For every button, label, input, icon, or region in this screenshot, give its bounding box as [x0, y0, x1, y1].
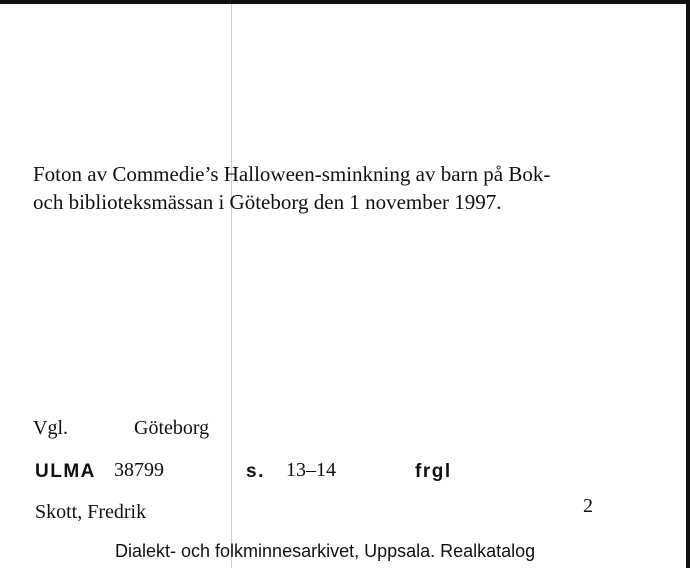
category-code: frgl	[415, 461, 452, 482]
pages-label: s.	[246, 461, 265, 482]
margin-rule	[231, 4, 232, 568]
archive-footer: Dialekt- och folkminnesarkivet, Uppsala. Realkatalog	[115, 541, 536, 561]
description-line-2: och biblioteksmässan i Göteborg den 1 november 1997.	[33, 190, 502, 214]
ulma-number: 38799	[114, 459, 164, 481]
ulma-label: ULMA	[35, 461, 96, 482]
description-line-1: Foton av Commedie’s Halloween-sminkning av barn på Bok-	[33, 162, 551, 186]
vgl-place: Göteborg	[134, 417, 210, 439]
author-name: Skott, Fredrik	[35, 501, 147, 523]
description	[33, 160, 653, 216]
vgl-label: Vgl.	[33, 417, 68, 439]
card-count: 2	[583, 495, 593, 517]
pages-range: 13–14	[286, 459, 336, 481]
